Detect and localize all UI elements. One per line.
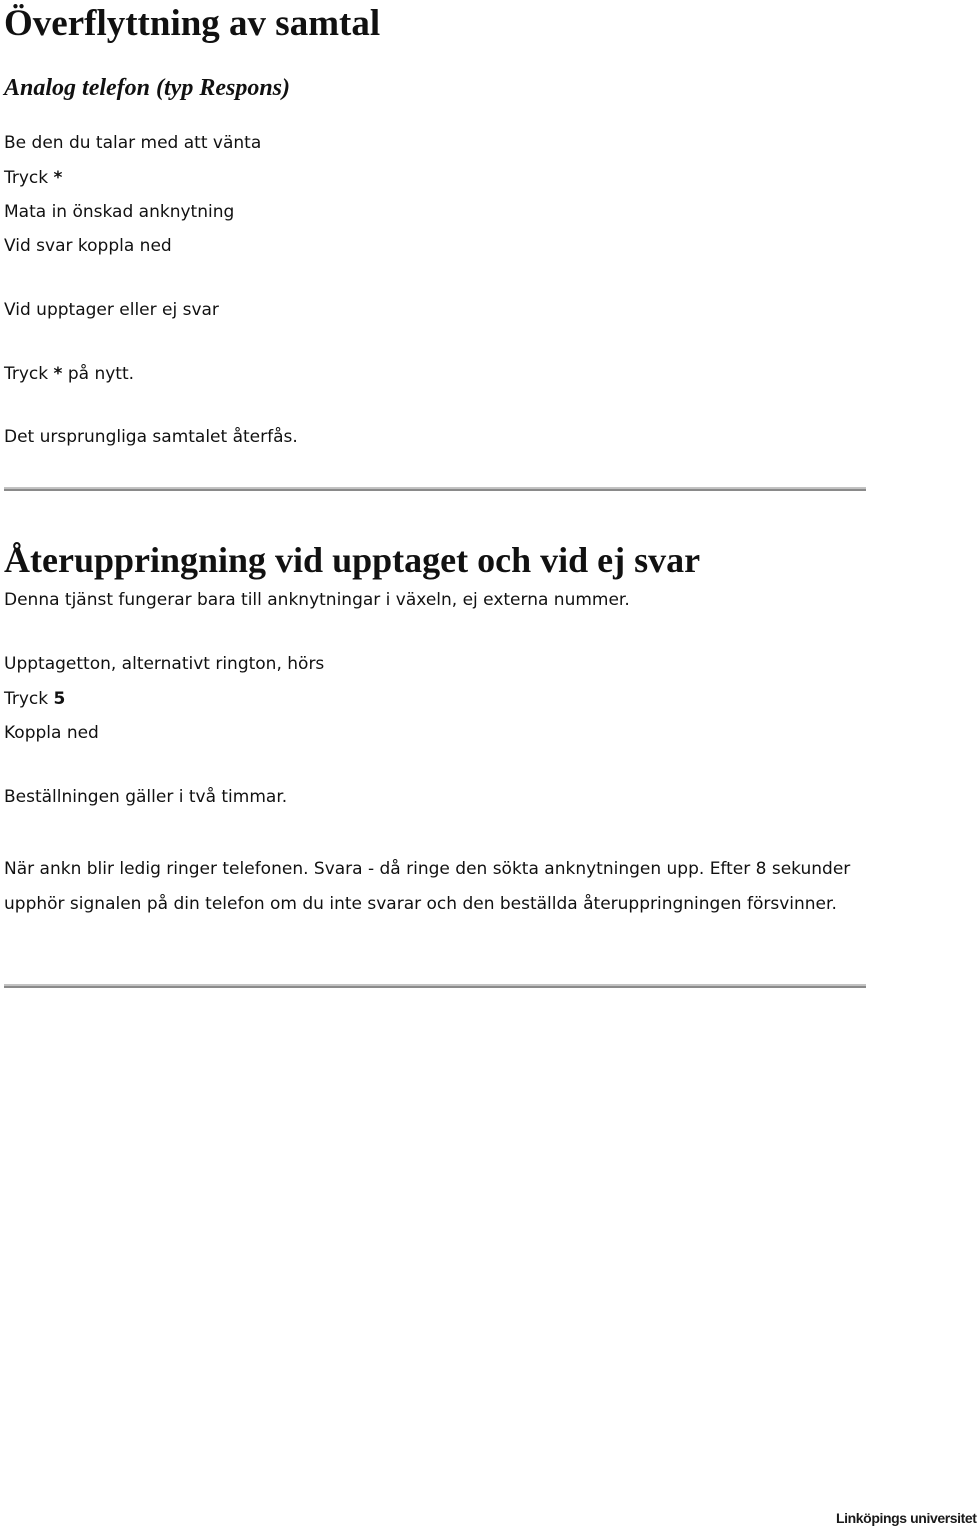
step-press-5-prefix: Tryck (4, 689, 54, 709)
section-title-transfer: Överflyttning av samtal (4, 3, 381, 44)
step-hang-up: Koppla ned (4, 723, 99, 743)
university-logo: Linköpings universitet (836, 1510, 977, 1526)
original-call-restored: Det ursprungliga samtalet återfås. (4, 427, 298, 447)
order-validity: Beställningen gäller i två timmar. (4, 787, 288, 807)
step-enter-extension: Mata in önskad anknytning (4, 202, 235, 222)
step-hang-up-on-answer: Vid svar koppla ned (4, 236, 172, 256)
step-press-star-again-prefix: Tryck (4, 364, 54, 384)
section-subtitle-analog-phone: Analog telefon (typ Respons) (4, 75, 290, 101)
step-busy-tone-heard: Upptagetton, alternativt rington, hörs (4, 654, 325, 674)
step-press-star-text: Tryck (4, 168, 54, 188)
step-press-5 (4, 687, 65, 711)
callback-description: När ankn blir ledig ringer telefonen. Svara - då ringe den sökta anknytningen upp. Efter 8 sekunder upphör signalen på din telefon om du inte svarar och den beställda återuppringningen försvinner. (4, 859, 851, 914)
key-star-again: * (53, 364, 63, 384)
divider-top (4, 487, 866, 491)
callback-note: Denna tjänst fungerar bara till anknytningar i växeln, ej externa nummer. (4, 590, 630, 610)
key-5: 5 (53, 689, 66, 709)
busy-or-no-answer-heading: Vid upptager eller ej svar (4, 300, 219, 320)
divider-bottom (4, 984, 866, 988)
step-press-star-again-suffix: på nytt. (62, 364, 135, 384)
step-ask-to-wait: Be den du talar med att vänta (4, 133, 262, 153)
section-title-callback: Återuppringning vid upptaget och vid ej svar (4, 540, 701, 580)
step-press-star-again (4, 362, 134, 386)
key-star: * (53, 168, 63, 188)
step-press-star (4, 166, 62, 190)
